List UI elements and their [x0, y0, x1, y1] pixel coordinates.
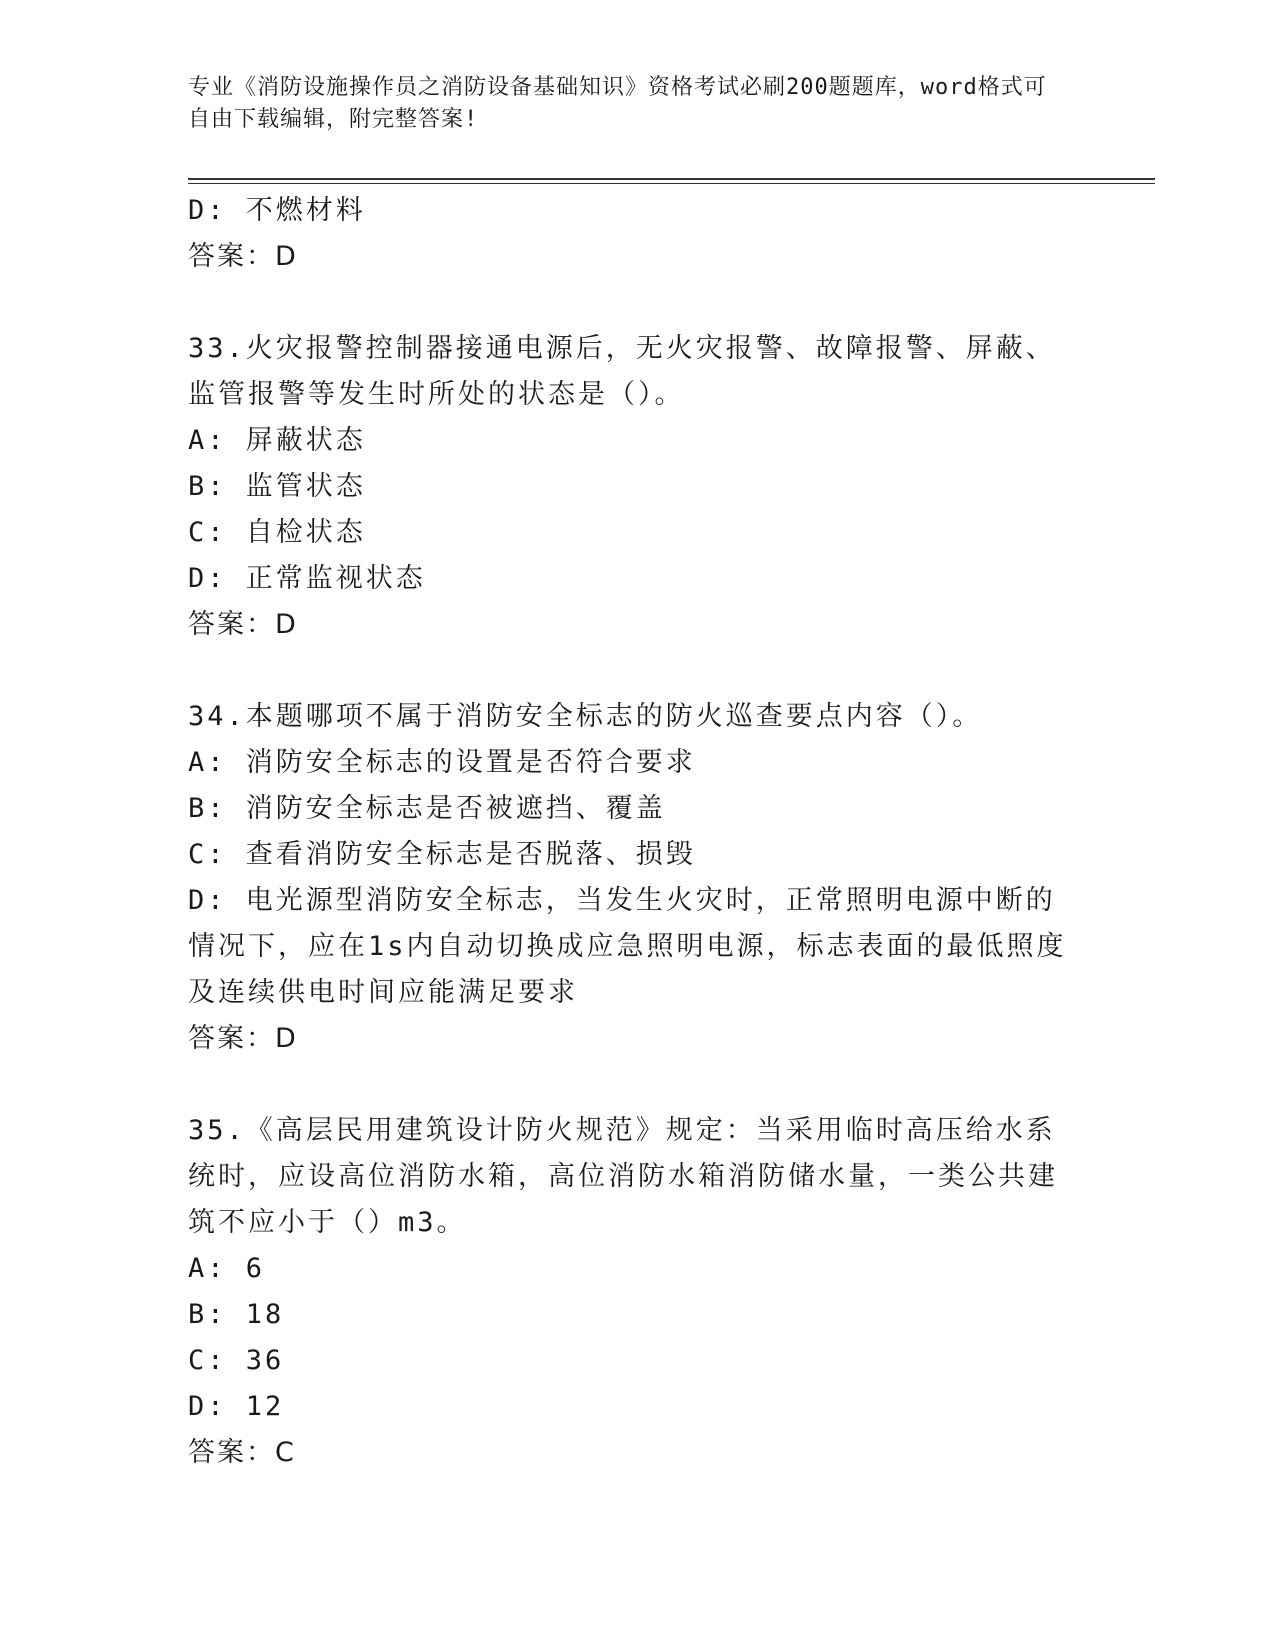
option-c: C: 36	[188, 1345, 285, 1376]
answer-label: 答案：D	[188, 1023, 298, 1054]
spacer	[188, 280, 1078, 326]
question-block-33	[188, 326, 1078, 648]
option-b: B: 监管状态	[188, 471, 366, 502]
question-block-35	[188, 1108, 1078, 1476]
option-d: D: 电光源型消防安全标志，当发生火灾时，正常照明电源中断的情况下，应在1s内自动切换成应急照明电源，标志表面的最低照度及连续供电时间应能满足要求	[188, 885, 1067, 1008]
option-a: A: 屏蔽状态	[188, 425, 366, 456]
question-list	[188, 188, 1078, 1476]
answer-label: 答案：D	[188, 241, 298, 272]
question-stem: 34.本题哪项不属于消防安全标志的防火巡查要点内容（）。	[188, 701, 983, 732]
option-d: D: 12	[188, 1391, 285, 1422]
header-divider	[188, 178, 1155, 184]
option-c: C: 查看消防安全标志是否脱落、损毁	[188, 839, 696, 870]
spacer	[188, 1062, 1078, 1108]
answer-label: 答案：D	[188, 609, 298, 640]
option-c: C: 自检状态	[188, 517, 366, 548]
answer-label: 答案：C	[188, 1437, 296, 1468]
option-d: D: 不燃材料	[188, 195, 366, 226]
option-b: B: 消防安全标志是否被遮挡、覆盖	[188, 793, 666, 824]
spacer	[188, 648, 1078, 694]
question-block-32	[188, 188, 1078, 280]
option-b: B: 18	[188, 1299, 285, 1330]
option-a: A: 消防安全标志的设置是否符合要求	[188, 747, 696, 778]
option-d: D: 正常监视状态	[188, 563, 426, 594]
question-stem: 35.《高层民用建筑设计防火规范》规定：当采用临时高压给水系统时，应设高位消防水箱，高位消防水箱消防储水量，一类公共建筑不应小于（）m3。	[188, 1115, 1058, 1238]
option-a: A: 6	[188, 1253, 266, 1284]
document-header: 专业《消防设施操作员之消防设备基础知识》资格考试必刷200题题库，word格式可自由下载编辑，附完整答案!	[188, 75, 1047, 132]
question-block-34	[188, 694, 1078, 1062]
question-stem: 33.火灾报警控制器接通电源后，无火灾报警、故障报警、屏蔽、监管报警等发生时所处的状态是（）。	[188, 333, 1056, 410]
